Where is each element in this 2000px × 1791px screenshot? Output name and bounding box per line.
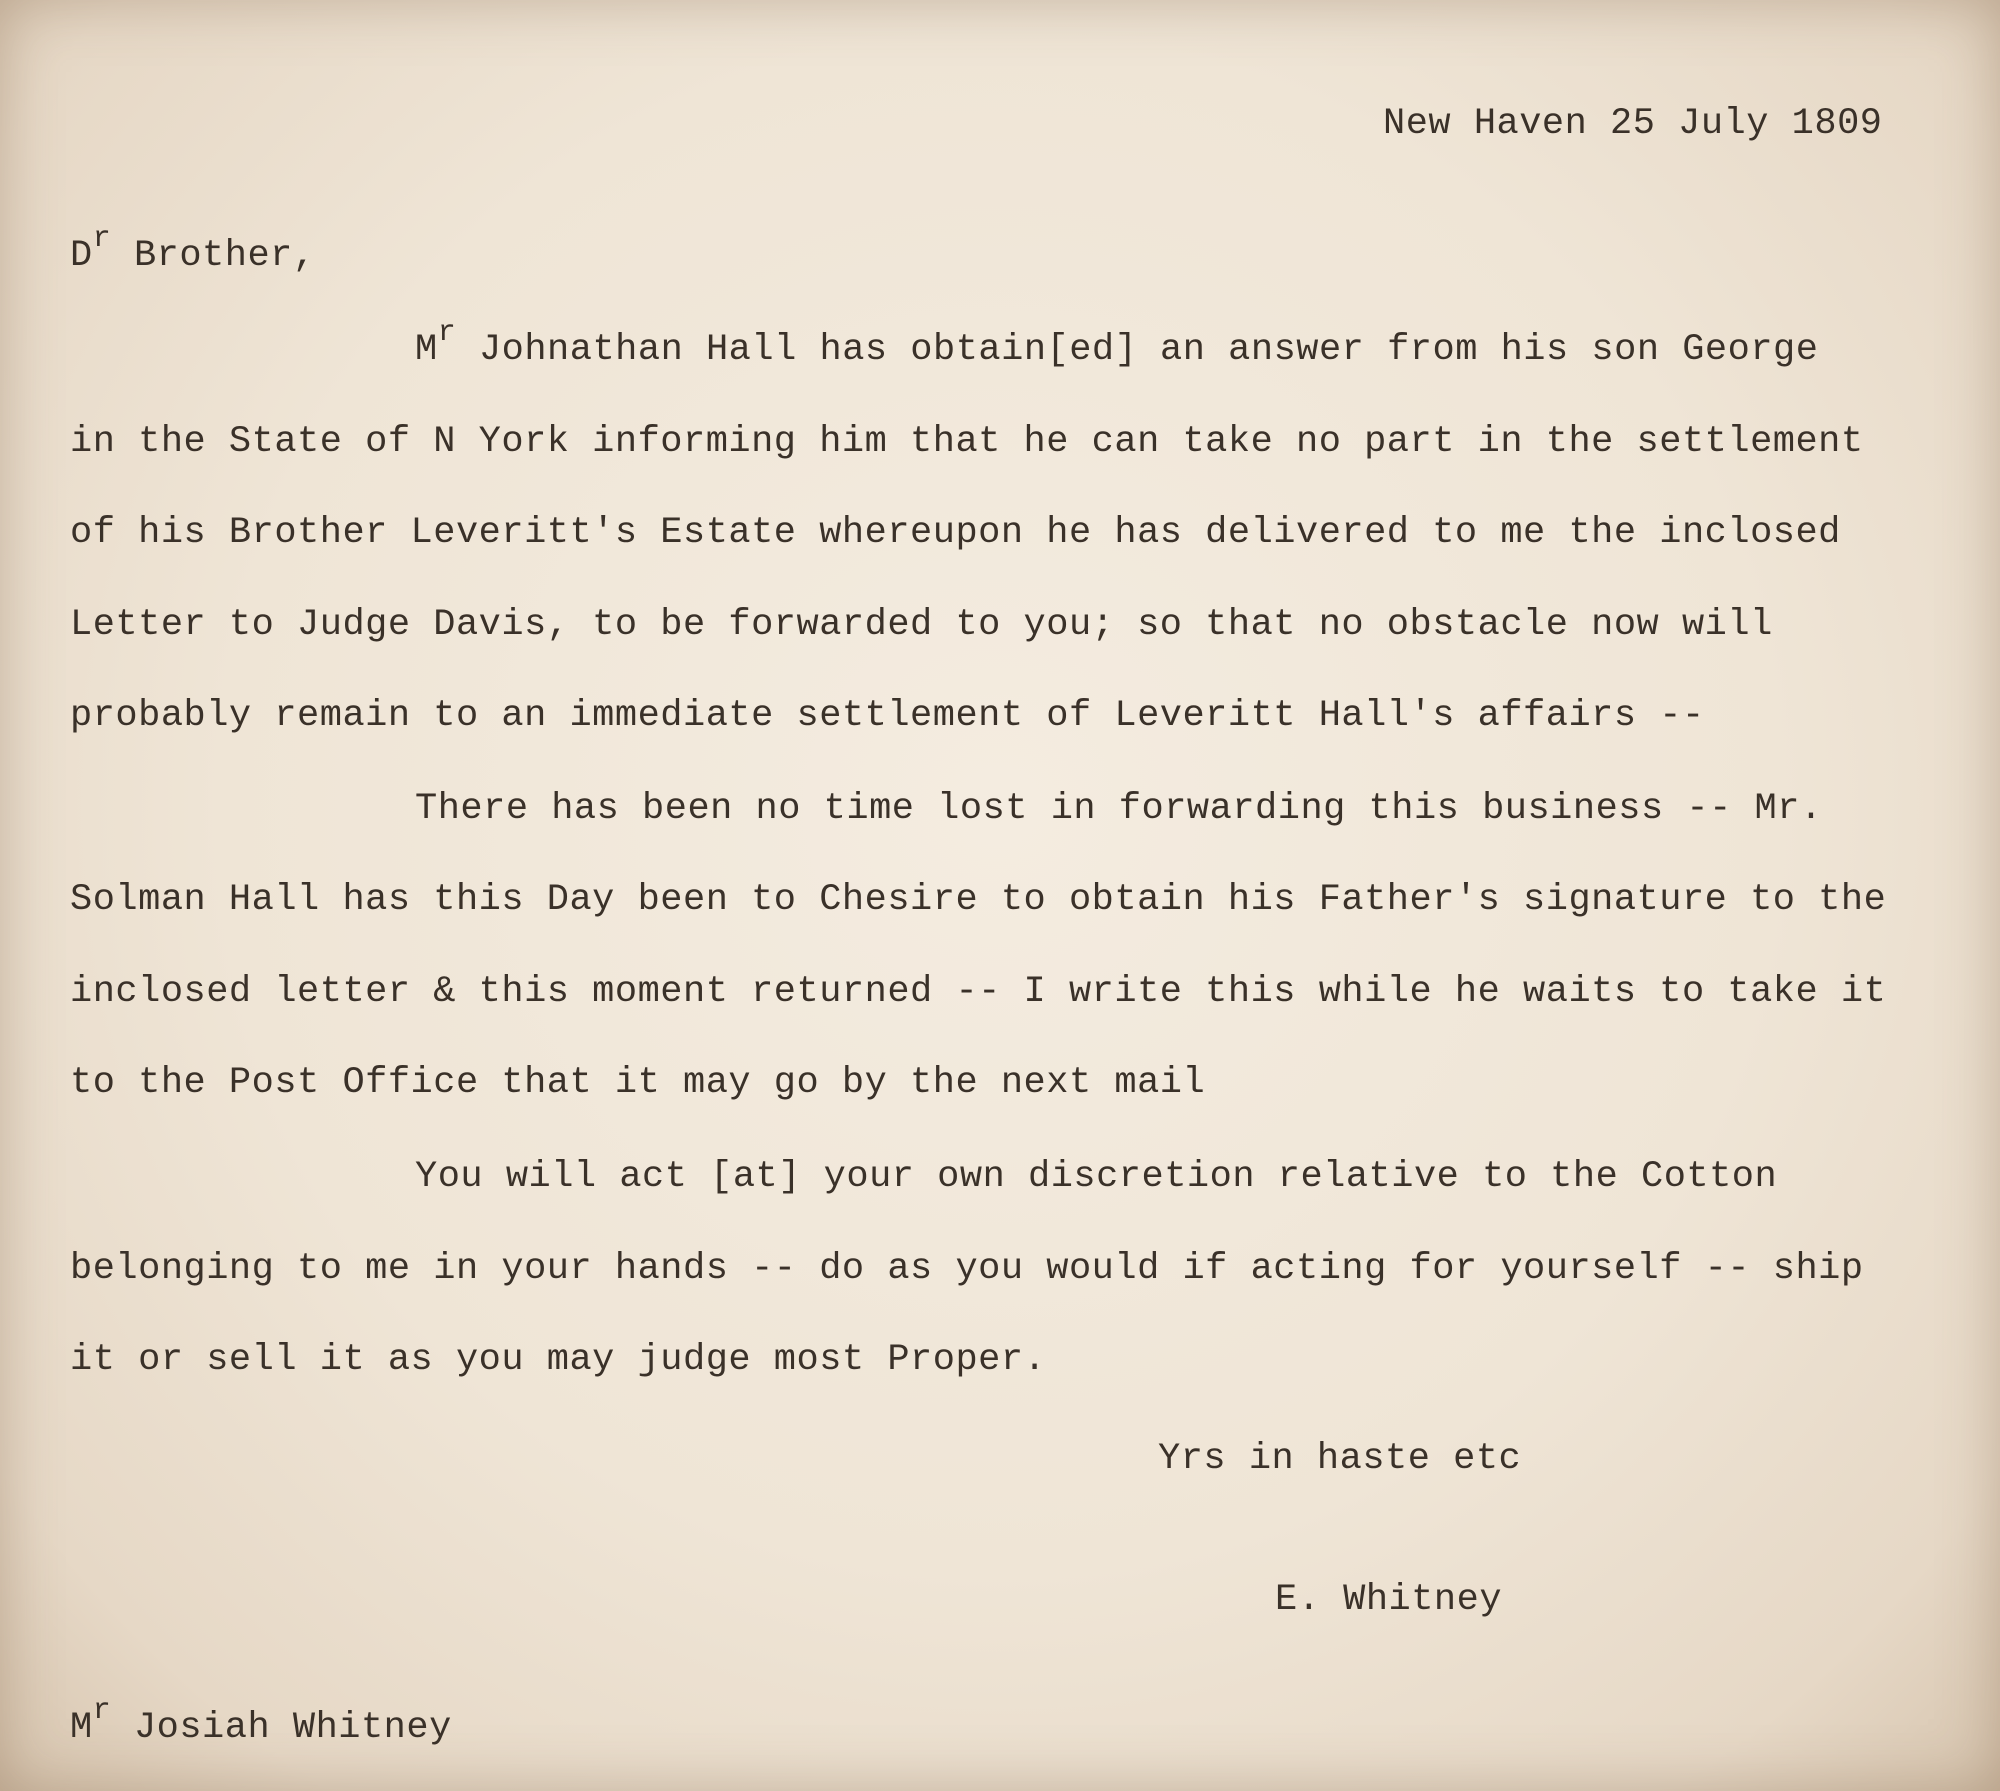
paragraph-3-line-1: You will act [at] your own discretion relative to the Cotton — [415, 1156, 1778, 1198]
addressee-name: Josiah Whitney — [111, 1707, 452, 1749]
paragraph-1-line-1 — [415, 315, 1819, 372]
salutation-abbr: D — [70, 235, 93, 277]
paragraph-3-line-2: belonging to me in your hands -- do as you would if acting for yourself -- ship — [70, 1248, 1864, 1290]
addressee-abbr: M — [70, 1707, 93, 1749]
salutation-text: Brother, — [111, 235, 316, 277]
paragraph-1-line-2: in the State of N York informing him that he can take no part in the settlement — [70, 421, 1864, 463]
paragraph-2-line-4: to the Post Office that it may go by the next mail — [70, 1062, 1206, 1104]
paragraph-1-line-1-text: Johnathan Hall has obtain[ed] an answer from his son George — [456, 329, 1819, 371]
dateline: New Haven 25 July 1809 — [1383, 103, 1883, 145]
salutation-abbr-superscript: r — [92, 221, 112, 256]
paragraph-2-line-1: There has been no time lost in forwarding this business -- Mr. — [415, 788, 1823, 830]
paragraph-3-line-3: it or sell it as you may judge most Proper. — [70, 1339, 1047, 1381]
signature: E. Whitney — [1275, 1579, 1503, 1621]
closing: Yrs in haste etc — [1158, 1438, 1522, 1480]
title-abbr: M — [415, 329, 438, 371]
title-abbr-superscript: r — [437, 315, 457, 350]
paragraph-2-line-2: Solman Hall has this Day been to Chesire to obtain his Father's signature to the — [70, 879, 1887, 921]
paragraph-1-line-5: probably remain to an immediate settlement of Leveritt Hall's affairs -- — [70, 695, 1705, 737]
addressee — [70, 1693, 452, 1750]
paragraph-1-line-4: Letter to Judge Davis, to be forwarded to you; so that no obstacle now will — [70, 604, 1773, 646]
paragraph-2-line-3: inclosed letter & this moment returned -- I write this while he waits to take it — [70, 971, 1887, 1013]
addressee-abbr-superscript: r — [92, 1693, 112, 1728]
salutation — [70, 221, 316, 278]
paragraph-1-line-3: of his Brother Leveritt's Estate whereupon he has delivered to me the inclosed — [70, 512, 1841, 554]
